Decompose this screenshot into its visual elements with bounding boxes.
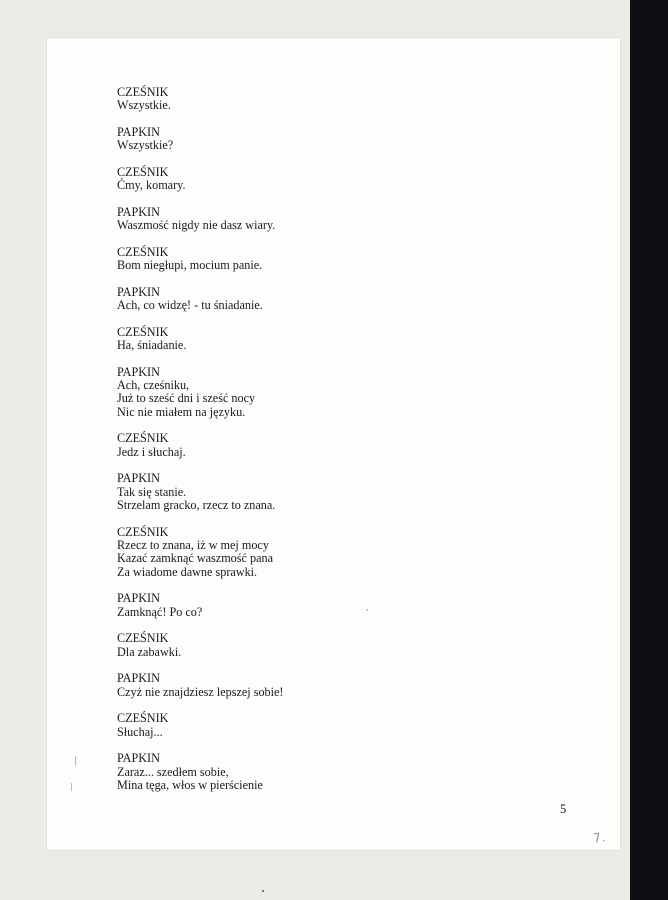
dialogue-line: Czyż nie znajdziesz lepszej sobie!: [117, 684, 284, 699]
dialogue-line: Strzelam gracko, rzecz to znana.: [117, 498, 276, 513]
speaker-name: PAPKIN: [117, 751, 160, 766]
scan-speck: [366, 609, 368, 611]
speaker-name: CZEŚNIK: [117, 324, 169, 339]
dialogue-line: Jedz i słuchaj.: [117, 444, 186, 459]
dialogue-line: Waszmość nigdy nie dasz wiary.: [117, 218, 276, 233]
dialogue-block: [117, 752, 284, 792]
dialogue-line: Mina tęga, włos w pierścienie: [117, 777, 263, 792]
dialogue-line: Ćmy, komary.: [117, 178, 186, 193]
speaker-name: CZEŚNIK: [117, 631, 169, 646]
dialogue-line: Nic nie miałem na języku.: [117, 404, 246, 419]
scan-speck: [75, 756, 76, 766]
speaker-name: CZEŚNIK: [117, 431, 169, 446]
speaker-name: PAPKIN: [117, 591, 160, 606]
dialogue-block: [117, 592, 284, 619]
dialogue-line: Dla zabawki.: [117, 644, 182, 659]
dialogue-block: [117, 712, 284, 739]
dialogue-line: Wszystkie?: [117, 138, 174, 153]
dialogue-block: [117, 326, 284, 353]
dialogue-block: [117, 286, 284, 313]
dialogue-block: [117, 126, 284, 153]
dialogue-block: [117, 526, 284, 579]
dialogue-block: [117, 206, 284, 233]
dialogue-line: Tak się stanie.: [117, 484, 187, 499]
paper-sheet: [47, 38, 620, 850]
dialogue-line: Wszystkie.: [117, 98, 171, 113]
dialogue-block: [117, 672, 284, 699]
speaker-name: CZEŚNIK: [117, 85, 169, 99]
dialogue-block: [117, 432, 284, 459]
dialogue-line: Rzecz to znana, iż w mej mocy: [117, 538, 269, 553]
speaker-name: CZEŚNIK: [117, 711, 169, 726]
dialogue-line: Ach, co widzę! - tu śniadanie.: [117, 298, 263, 313]
dialogue-line: Zamknąć! Po co?: [117, 604, 203, 619]
speaker-name: PAPKIN: [117, 284, 160, 299]
pencil-annotation: 7.: [592, 830, 607, 847]
dialogue-block: [117, 366, 284, 419]
dialogue-block: [117, 246, 284, 273]
scan-speck: [71, 783, 72, 791]
speaker-name: PAPKIN: [117, 124, 160, 139]
dialogue-line: Ha, śniadanie.: [117, 338, 187, 353]
speaker-name: PAPKIN: [117, 204, 160, 219]
dialogue-block: [117, 86, 284, 113]
dialogue-line: Kazać zamknąć waszmość pana: [117, 551, 273, 566]
speaker-name: PAPKIN: [117, 671, 160, 686]
dialogue-line: Słuchaj...: [117, 724, 163, 739]
dialogue-line: Bom niegłupi, mocium panie.: [117, 258, 263, 273]
scan-speck: [262, 890, 264, 892]
dialogue-block: [117, 472, 284, 512]
speaker-name: CZEŚNIK: [117, 524, 169, 539]
dialogue-block: [117, 166, 284, 193]
dialogue-block: [117, 632, 284, 659]
speaker-name: CZEŚNIK: [117, 164, 169, 179]
dialogue-line: Zaraz... szedłem sobie,: [117, 764, 229, 779]
page-number: 5: [560, 802, 567, 816]
speaker-name: PAPKIN: [117, 364, 160, 379]
scanner-dark-edge: [630, 0, 668, 900]
dialogue-text: [117, 86, 284, 806]
dialogue-line: Już to sześć dni i sześć nocy: [117, 391, 256, 406]
dialogue-line: Ach, cześniku,: [117, 378, 190, 393]
dialogue-line: Za wiadome dawne sprawki.: [117, 564, 258, 579]
speaker-name: CZEŚNIK: [117, 244, 169, 259]
speaker-name: PAPKIN: [117, 471, 160, 486]
